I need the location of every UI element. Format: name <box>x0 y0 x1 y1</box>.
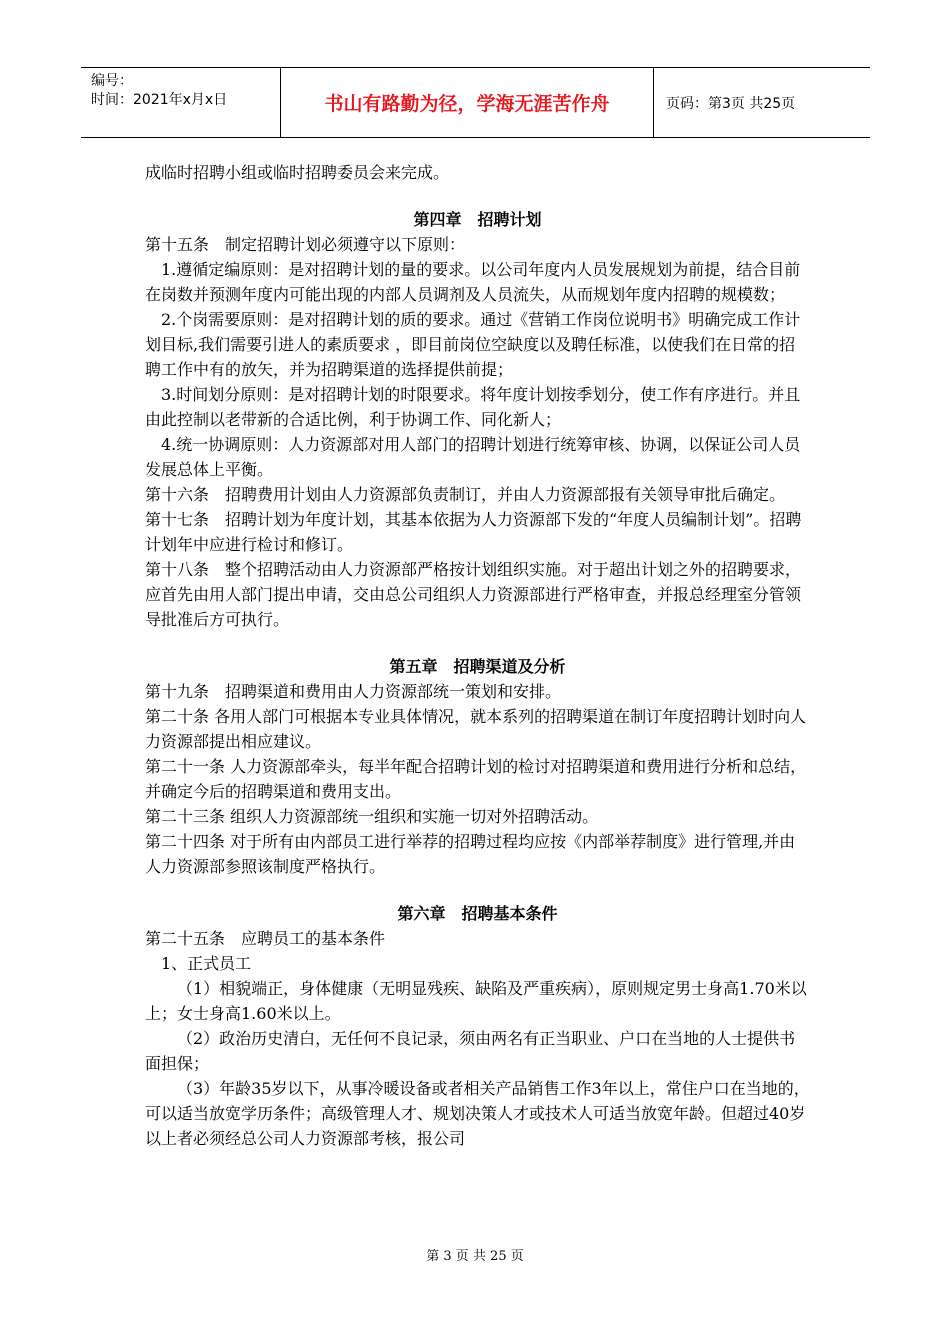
article-item-text: 1.遵循定编原则：是对招聘计划的量的要求。以公司年度内人员发展规划为前提，结合目前在岗数并预测年度内可能出现的内部人员调剂及人员流失，从而规划年度内招聘的规模数； <box>145 260 801 304</box>
article: 第十五条 制定招聘计划必须遵守以下原则： <box>145 235 466 254</box>
article-item-text: 2.个岗需要原则：是对招聘计划的质的要求。通过《营销工作岗位说明书》明确完成工作计划目标,我们需要引进人的素质要求 ，即目前岗位空缺度以及聘任标准，以使我们在日常的招聘工作中有的放矢，并为招聘渠道的选择提供前提； <box>145 310 801 379</box>
article: 第二十五条 应聘员工的基本条件 <box>145 929 386 948</box>
chapter-heading: 第六章 招聘基本条件 <box>397 904 558 923</box>
article-item-text: （2）政治历史清白，无任何不良记录，须由两名有正当职业、户口在当地的人士提供书面担保； <box>145 1029 796 1073</box>
article-item <box>145 1026 810 1076</box>
header-motto: 书山有路勤为径，学海无涯苦作舟 <box>281 68 654 137</box>
article-item <box>145 432 810 482</box>
article-subheading: 1、正式员工 <box>161 954 252 973</box>
article-item-text: 4.统一协调原则：人力资源部对用人部门的招聘计划进行统筹审核、协调，以保证公司人员发展总体上平衡。 <box>145 435 801 479</box>
article: 第十六条 招聘费用计划由人力资源部负责制订，并由人力资源部报有关领导审批后确定。 <box>145 485 786 504</box>
article: 第二十条 各用人部门可根据本专业具体情况，就本系列的招聘渠道在制订年度招聘计划时向人力资源部提出相应建议。 <box>145 707 807 751</box>
document-date: 时间：2021年x月x日 <box>91 92 228 108</box>
document-number-label: 编号： <box>91 73 133 89</box>
article: 第十八条 整个招聘活动由人力资源部严格按计划组织实施。对于超出计划之外的招聘要求，应首先由用人部门提出申请，交由总公司组织人力资源部进行严格审查，并报总经理室分管领导批准后方可执行。 <box>145 560 802 629</box>
article: 第十七条 招聘计划为年度计划，其基本依据为人力资源部下发的“年度人员编制计划”。招聘计划年中应进行检讨和修订。 <box>145 510 802 554</box>
article: 第二十三条 组织人力资源部统一组织和实施一切对外招聘活动。 <box>145 807 599 826</box>
article: 第十九条 招聘渠道和费用由人力资源部统一策划和安排。 <box>145 682 562 701</box>
article: 第二十四条 对于所有由内部员工进行举荐的招聘过程均应按《内部举荐制度》进行管理,并由人力资源部参照该制度严格执行。 <box>145 832 796 876</box>
article-item <box>145 257 810 307</box>
page-footer: 第 3 页 共 25 页 <box>426 1249 524 1264</box>
article-item-text: （1）相貌端正，身体健康（无明显残疾、缺陷及严重疾病），原则规定男士身高1.70米以上；女士身高1.60米以上。 <box>145 979 807 1023</box>
chapter-heading: 第五章 招聘渠道及分析 <box>389 657 566 676</box>
document-body <box>145 160 810 1151</box>
article-item <box>145 976 810 1026</box>
article-item <box>145 1076 810 1151</box>
header-meta <box>81 68 281 137</box>
chapter-heading: 第四章 招聘计划 <box>413 210 542 229</box>
article-item <box>145 382 810 432</box>
page-header <box>81 67 870 138</box>
paragraph: 成临时招聘小组或临时招聘委员会来完成。 <box>145 163 450 182</box>
header-page-info: 页码：第3页 共25页 <box>666 95 796 112</box>
article: 第二十一条 人力资源部牵头，每半年配合招聘计划的检讨对招聘渠道和费用进行分析和总结，并确定今后的招聘渠道和费用支出。 <box>145 757 807 801</box>
article-item-text: 3.时间划分原则：是对招聘计划的时限要求。将年度计划按季划分，使工作有序进行。并且由此控制以老带新的合适比例，利于协调工作、同化新人； <box>145 385 801 429</box>
article-item-text: （3）年龄35岁以下，从事冷暖设备或者相关产品销售工作3年以上，常住户口在当地的，可以适当放宽学历条件；高级管理人才、规划决策人才或技术人可适当放宽年龄。但超过40岁以上者必须经总公司人力资源部考核，报公司 <box>145 1079 810 1148</box>
article-item <box>145 307 810 382</box>
